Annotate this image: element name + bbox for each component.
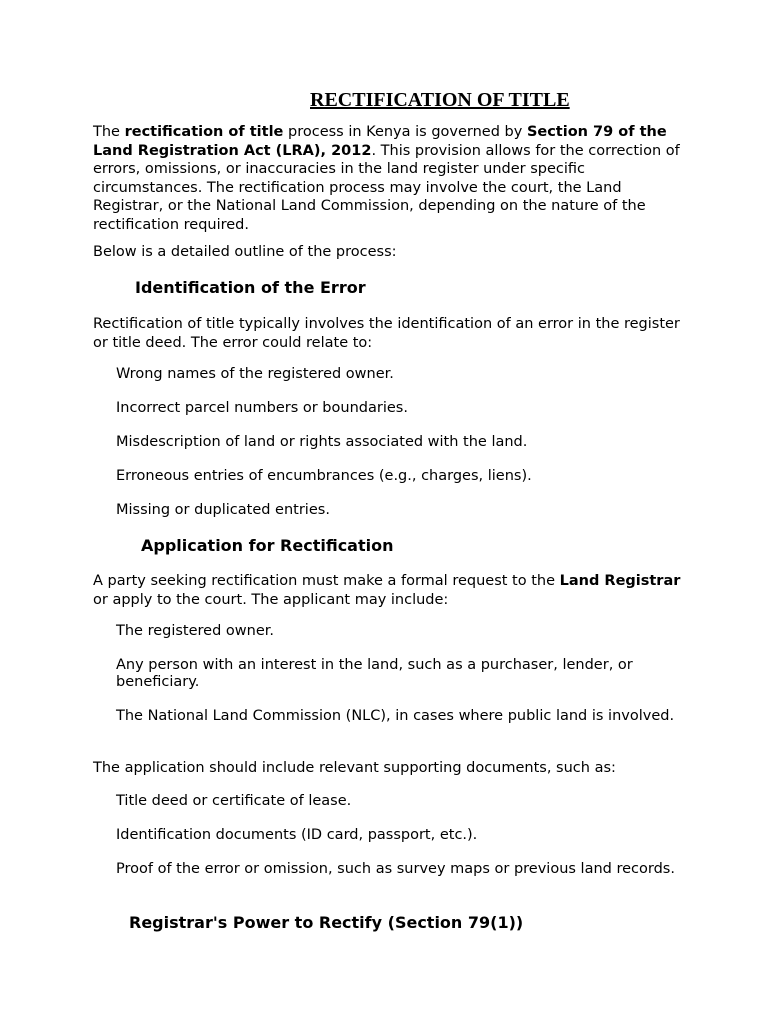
document-item: Identification documents (ID card, passport, etc.). bbox=[116, 827, 478, 843]
intro-text-3: . This provision allows for the correction of errors, omissions, or inaccuracies in the land register under specific circumstances. The rectification process may involve the court, the Land Registrar, or the National Land Commission, depending on the nature of the rectification required. bbox=[93, 142, 680, 233]
error-item: Incorrect parcel numbers or boundaries. bbox=[116, 400, 408, 416]
applicant-item: The registered owner. bbox=[116, 623, 274, 639]
document-title: RECTIFICATION OF TITLE bbox=[310, 89, 570, 111]
section2-paragraph bbox=[93, 572, 693, 609]
section1-heading: Identification of the Error bbox=[135, 278, 366, 297]
intro-bold-1: rectification of title bbox=[124, 124, 284, 140]
error-item: Wrong names of the registered owner. bbox=[116, 366, 394, 382]
document-item: Proof of the error or omission, such as survey maps or previous land records. bbox=[116, 861, 675, 877]
document-item: Title deed or certificate of lease. bbox=[116, 793, 352, 809]
documents-intro: The application should include relevant supporting documents, such as: bbox=[93, 760, 616, 776]
section2-heading: Application for Rectification bbox=[141, 536, 394, 555]
section2-bold-1: Land Registrar bbox=[559, 573, 681, 589]
outline-intro: Below is a detailed outline of the process: bbox=[93, 244, 397, 260]
intro-bold-2: Section 79 of the Land Registration Act (LRA), 2012 bbox=[93, 124, 667, 159]
intro-text-1: The bbox=[93, 124, 125, 140]
intro-paragraph bbox=[93, 123, 693, 235]
error-item: Misdescription of land or rights associated with the land. bbox=[116, 434, 528, 450]
section3-heading: Registrar's Power to Rectify (Section 79(1)) bbox=[129, 913, 524, 932]
error-item: Missing or duplicated entries. bbox=[116, 502, 330, 518]
applicant-item: The National Land Commission (NLC), in cases where public land is involved. bbox=[116, 708, 675, 724]
intro-text-2: process in Kenya is governed by bbox=[283, 124, 527, 140]
applicant-item: Any person with an interest in the land, such as a purchaser, lender, or beneficiary. bbox=[116, 657, 633, 690]
error-item: Erroneous entries of encumbrances (e.g., charges, liens). bbox=[116, 468, 532, 484]
section2-text-1: A party seeking rectification must make a formal request to the bbox=[93, 573, 560, 589]
section2-text-2: or apply to the court. The applicant may include: bbox=[93, 591, 449, 608]
section1-paragraph: Rectification of title typically involves the identification of an error in the register or title deed. The error could relate to: bbox=[93, 316, 680, 351]
